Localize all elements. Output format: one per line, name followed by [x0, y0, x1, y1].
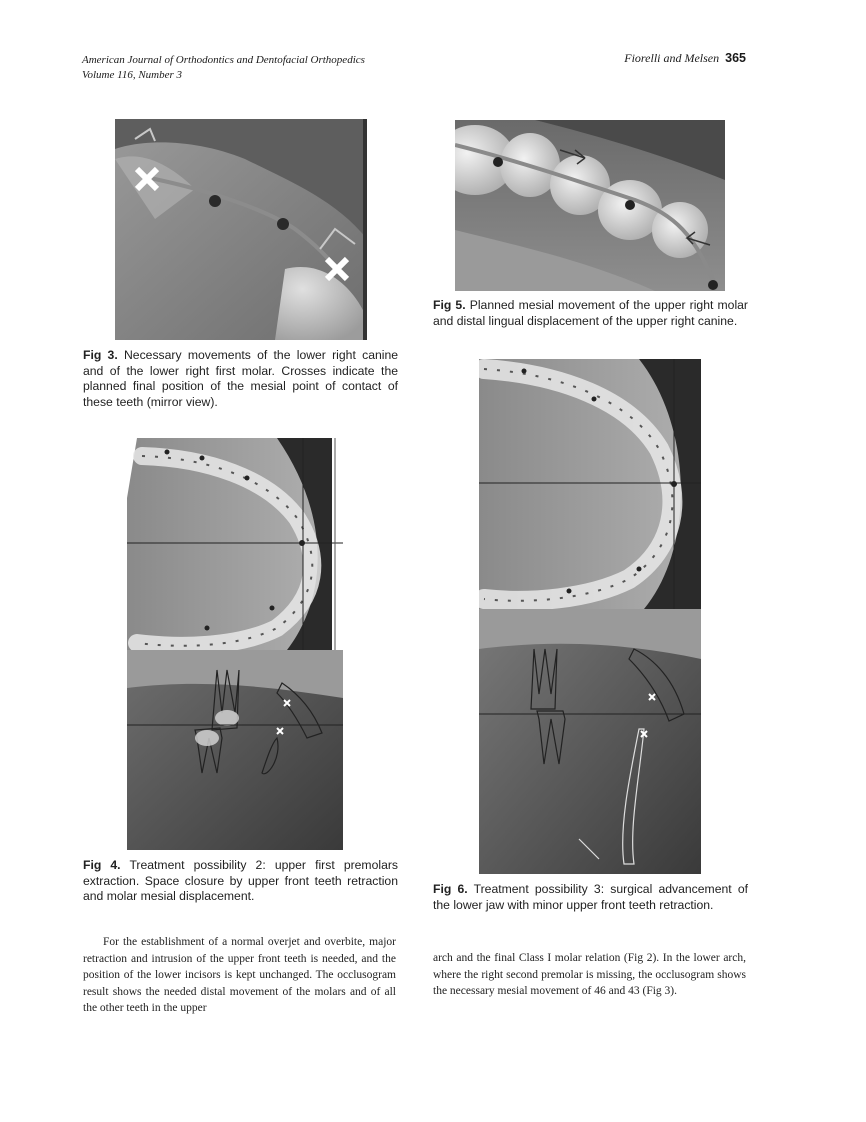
figure-5-text: Planned mesial movement of the upper right molar and distal lingual displacement of the upper right canine.	[433, 298, 748, 328]
figure-3-label: Fig 3.	[83, 348, 118, 362]
figure-4-caption	[83, 858, 398, 905]
body-right-column	[433, 950, 746, 1000]
figure-6-text: Treatment possibility 3: surgical advancement of the lower jaw with minor upper front teeth retraction.	[433, 882, 749, 912]
body-paragraph-right: arch and the final Class I molar relation (Fig 2). In the lower arch, where the right second premolar is missing, the occlusogram shows the necessary mesial movement of 46 and 43 (Fig 3).	[433, 952, 746, 997]
figure-5-caption	[433, 298, 748, 329]
running-head	[624, 51, 746, 66]
body-left-column	[83, 934, 396, 1017]
body-paragraph-left: For the establishment of a normal overjet and overbite, major retraction and intrusion of the upper front teeth is needed, and the position of the lower incisors is kept unchanged. The occlusogram result shows the needed distal movement of the molars and of all the other teeth in the upper	[83, 936, 396, 1014]
figure-3-image	[115, 119, 367, 340]
page-number: 365	[725, 51, 746, 65]
figure-5-image	[455, 120, 725, 291]
figure-3-text: Necessary movements of the lower right canine and of the lower right first molar. Crosses indicate the planned final position of the mesial point of contact of these teeth (mirror view).	[83, 348, 399, 409]
authors: Fiorelli and Melsen	[624, 51, 720, 65]
figure-4-label: Fig 4.	[83, 858, 121, 872]
figure-3-caption	[83, 348, 398, 410]
figure-4-text: Treatment possibility 2: upper first premolars extraction. Space closure by upper front teeth retraction and molar mesial displacement.	[83, 858, 398, 903]
figure-6-image	[479, 359, 701, 874]
journal-volume: Volume 116, Number 3	[82, 69, 183, 81]
figure-5-label: Fig 5.	[433, 298, 466, 312]
figure-6-label: Fig 6.	[433, 882, 468, 896]
journal-title	[82, 53, 365, 83]
figure-6-caption	[433, 882, 748, 913]
journal-name: American Journal of Orthodontics and Dentofacial Orthopedics	[82, 54, 365, 66]
figure-4-image	[127, 438, 343, 850]
